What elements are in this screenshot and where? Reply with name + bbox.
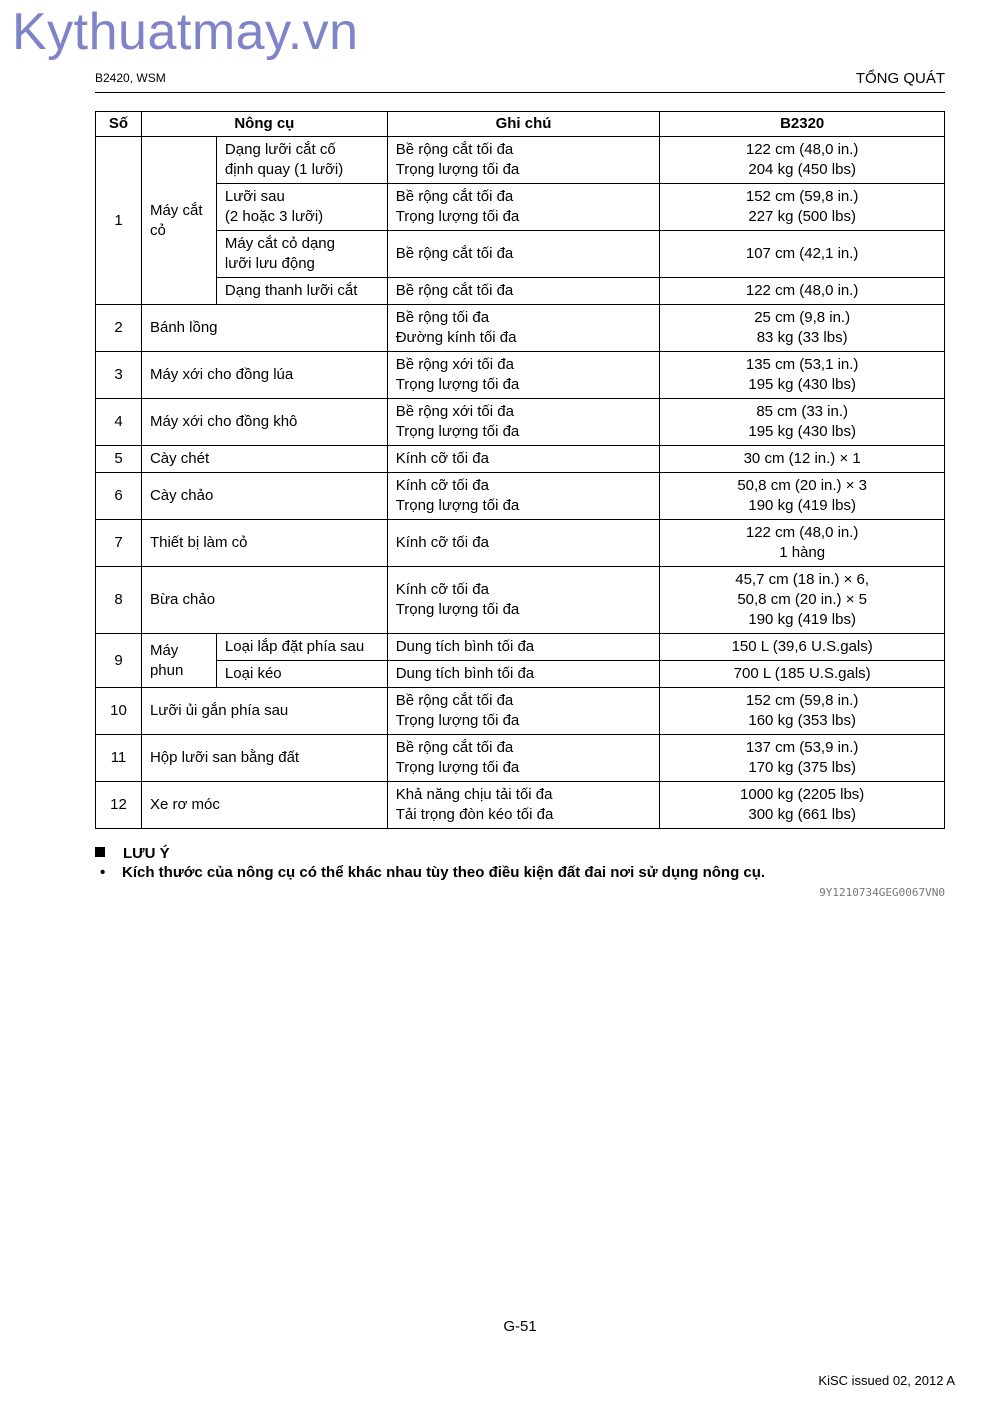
spec-value: 107 cm (42,1 in.) [660,231,945,278]
row-number: 4 [96,399,142,446]
spec-note: Bề rộng cắt tối đa Trọng lượng tối đa [387,184,660,231]
row-number: 10 [96,688,142,735]
row-number: 5 [96,446,142,473]
implement-name: Thiết bị làm cỏ [141,520,387,567]
spec-value: 135 cm (53,1 in.) 195 kg (430 lbs) [660,352,945,399]
spec-value: 152 cm (59,8 in.) 160 kg (353 lbs) [660,688,945,735]
spec-note: Bề rộng xới tối đa Trọng lượng tối đa [387,352,660,399]
document-id: 9Y1210734GEG0067VN0 [819,886,945,899]
spec-value: 1000 kg (2205 lbs) 300 kg (661 lbs) [660,782,945,829]
table-row [96,446,945,473]
spec-note: Bề rộng cắt tối đa Trọng lượng tối đa [387,137,660,184]
implement-name: Máy xới cho đồng lúa [141,352,387,399]
spec-note: Bề rộng cắt tối đa Trọng lượng tối đa [387,688,660,735]
row-number: 8 [96,567,142,634]
implement-name: Cày chảo [141,473,387,520]
spec-value: 85 cm (33 in.) 195 kg (430 lbs) [660,399,945,446]
implement-type: Loại kéo [216,661,387,688]
table-row [96,399,945,446]
spec-value: 150 L (39,6 U.S.gals) [660,634,945,661]
table-row [96,782,945,829]
spec-value: 122 cm (48,0 in.) 204 kg (450 lbs) [660,137,945,184]
spec-value: 50,8 cm (20 in.) × 3 190 kg (419 lbs) [660,473,945,520]
table-row [96,567,945,634]
spec-note: Khả năng chịu tải tối đa Tải trọng đòn kéo tối đa [387,782,660,829]
implement-group: Máy cắt cỏ [141,137,216,305]
row-number: 3 [96,352,142,399]
spec-note: Dung tích bình tối đa [387,661,660,688]
implement-name: Xe rơ móc [141,782,387,829]
spec-note: Kính cỡ tối đa Trọng lượng tối đa [387,473,660,520]
spec-note: Bề rộng cắt tối đa [387,278,660,305]
implement-name: Bánh lồng [141,305,387,352]
spec-value: 30 cm (12 in.) × 1 [660,446,945,473]
spec-note: Kính cỡ tối đa [387,520,660,567]
note-text: Kích thước của nông cụ có thể khác nhau tùy theo điều kiện đất đai nơi sử dụng nông cụ. [122,864,766,881]
note-title: LƯU Ý [123,845,170,862]
spec-note: Kính cỡ tối đa [387,446,660,473]
row-number: 11 [96,735,142,782]
table-row [96,184,945,231]
row-number: 12 [96,782,142,829]
table-row [96,473,945,520]
spec-note: Bề rộng xới tối đa Trọng lượng tối đa [387,399,660,446]
header-section-title: TỔNG QUÁT [855,70,945,87]
table-row [96,688,945,735]
watermark-logo: Kythuatmay.vn [12,3,359,61]
table-header-row [96,112,945,137]
implement-group: Máy phun [141,634,216,688]
table-row [96,305,945,352]
implement-name: Máy xới cho đồng khô [141,399,387,446]
note-heading [95,845,170,862]
table-row [96,231,945,278]
spec-value: 137 cm (53,9 in.) 170 kg (375 lbs) [660,735,945,782]
table-row [96,278,945,305]
note-item [100,864,765,881]
bullet-icon: • [100,864,106,881]
implement-name: Bừa chảo [141,567,387,634]
row-number: 2 [96,305,142,352]
implement-type: Dạng thanh lưỡi cắt [216,278,387,305]
table-row [96,661,945,688]
spec-value: 152 cm (59,8 in.) 227 kg (500 lbs) [660,184,945,231]
spec-note: Dung tích bình tối đa [387,634,660,661]
table-row [96,634,945,661]
implement-type: Lưỡi sau (2 hoặc 3 lưỡi) [216,184,387,231]
implement-type: Loại lắp đặt phía sau [216,634,387,661]
spec-value: 122 cm (48,0 in.) 1 hàng [660,520,945,567]
issue-info: KiSC issued 02, 2012 A [818,1373,955,1388]
table-row [96,735,945,782]
implement-type: Dạng lưỡi cắt cố định quay (1 lưỡi) [216,137,387,184]
spec-note: Bề rộng cắt tối đa [387,231,660,278]
row-number: 1 [96,137,142,305]
col-header-model: B2320 [660,112,945,137]
table-row [96,137,945,184]
implement-name: Lưỡi ủi gắn phía sau [141,688,387,735]
spec-value: 25 cm (9,8 in.) 83 kg (33 lbs) [660,305,945,352]
row-number: 7 [96,520,142,567]
header-model: B2420, WSM [95,71,166,85]
implement-name: Hộp lưỡi san bằng đất [141,735,387,782]
implement-type: Máy cắt cỏ dạng lưỡi lưu động [216,231,387,278]
row-number: 9 [96,634,142,688]
spec-value: 700 L (185 U.S.gals) [660,661,945,688]
spec-value: 45,7 cm (18 in.) × 6, 50,8 cm (20 in.) × 5 190 kg (419 lbs) [660,567,945,634]
implement-name: Cày chét [141,446,387,473]
col-header-implement: Nông cụ [141,112,387,137]
table-row [96,520,945,567]
spec-note: Bề rộng tối đa Đường kính tối đa [387,305,660,352]
spec-note: Kính cỡ tối đa Trọng lượng tối đa [387,567,660,634]
spec-value: 122 cm (48,0 in.) [660,278,945,305]
row-number: 6 [96,473,142,520]
table-row [96,352,945,399]
square-bullet-icon [95,847,105,857]
col-header-note: Ghi chú [387,112,660,137]
header-divider [95,92,945,93]
col-header-no: Số [96,112,142,137]
implement-spec-table [95,111,945,829]
page-number: G-51 [503,1318,537,1335]
spec-note: Bề rộng cắt tối đa Trọng lượng tối đa [387,735,660,782]
